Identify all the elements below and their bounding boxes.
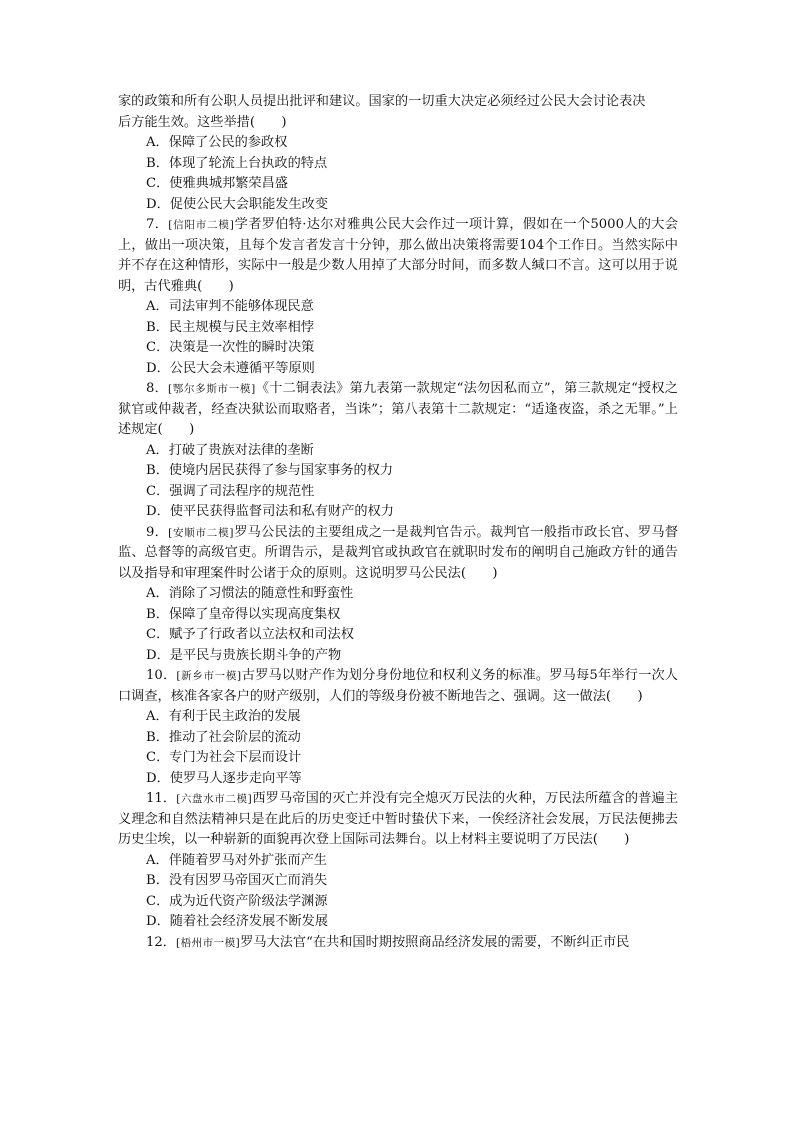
option-a: A．消除了习惯法的随意性和野蛮性 <box>146 586 354 601</box>
option-a: A．伴随着罗马对外扩张而产生 <box>146 852 327 868</box>
question-text: 罗马大法官“在共和国时期按照商品经济发展的需要，不断纠正市民 <box>240 934 630 950</box>
option-d: D．公民大会未遵循平等原则 <box>146 360 315 376</box>
question-12 <box>118 933 678 954</box>
question-8 <box>118 379 678 523</box>
question-source: [信阳市二模] <box>168 219 235 231</box>
question-number: 12． <box>146 934 176 950</box>
option-b: B．保障了皇帝得以实现高度集权 <box>146 606 341 622</box>
question-text: 古罗马以财产作为划分身份地位和权利义务的标准。罗马每5年举行一次人口调查，核准各家各户的财产级别，人们的等级身份被不断地告之、强调。这一做法( ) <box>118 668 678 704</box>
option-d: D．随着社会经济发展不断发展 <box>146 914 329 929</box>
question-source: [梧州市一模] <box>175 936 241 949</box>
question-9 <box>118 523 678 667</box>
question-source: [新乡市一模] <box>176 670 242 682</box>
option-c: C．成为近代资产阶级法学渊源 <box>146 893 328 909</box>
option-b: B．使境内居民获得了参与国家事务的权力 <box>146 463 394 478</box>
question-7 <box>118 215 678 379</box>
option-b: B．推动了社会阶层的流动 <box>146 729 301 745</box>
question-source: [六盘水市二模] <box>176 793 253 805</box>
intro-option-a: A．保障了公民的参政权 <box>146 135 288 150</box>
question-number: 11． <box>146 791 177 806</box>
question-11 <box>118 789 678 933</box>
option-d: D．是平民与贵族长期斗争的产物 <box>146 647 342 663</box>
option-d: D．使罗马人逐步走向平等 <box>146 770 302 786</box>
option-c: C．决策是一次性的瞬时决策 <box>146 340 315 355</box>
intro-line-1: 家的政策和所有公职人员提出批评和建议。国家的一切重大决定必须经过公民大会讨论表决 <box>118 94 646 109</box>
question-source: [鄂尔多斯市一模] <box>167 383 256 395</box>
question-number: 7． <box>146 217 169 232</box>
option-a: A．有利于民主政治的发展 <box>146 709 301 724</box>
option-a: A．司法审判不能够体现民意 <box>146 299 314 314</box>
intro-line-2: 后方能生效。这些举措( ) <box>118 114 287 130</box>
document-page <box>118 92 678 953</box>
option-d: D．使平民获得监督司法和私有财产的权力 <box>146 504 394 519</box>
question-number: 9． <box>146 524 169 540</box>
question-number: 10． <box>146 668 177 683</box>
intro-option-d: D．促使公民大会职能发生改变 <box>146 196 329 212</box>
question-number: 8． <box>146 381 168 396</box>
question-text: 罗马公民法的主要组成之一是裁判官告示。裁判官一般指市政长官、罗马督监、总督等的高级官吏。所谓告示，是裁判官或执政官在就职时发布的阐明自己施政方针的通告以及指导和审理案件时公诸于众的原则。这说明罗马公民法( ) <box>118 524 679 581</box>
question-text: 《十二铜表法》第九表第一款规定“法勿因私而立”，第三款规定“授权之狱官或仲裁者，经查决狱讼而取赂者，当诛”；第八表第十二款规定：“适逢夜盗，杀之无罪。”上述规定( ) <box>118 381 678 437</box>
option-c: C．强调了司法程序的规范性 <box>146 483 315 499</box>
question-10 <box>118 666 678 789</box>
question-text: 学者罗伯特·达尔对雅典公民大会作过一项计算，假如在一个5000人的大会上，做出一项决策，且每个发言者发言十分钟，那么做出决策将需要104个工作日。当然实际中并不存在这种情形，实际中一般是少数人用掉了大部分时间，而多数人缄口不言。这可以用于说明，古代雅典( ) <box>118 217 678 294</box>
option-b: B．没有因罗马帝国灭亡而消失 <box>146 873 328 888</box>
intro-option-c: C．使雅典城邦繁荣昌盛 <box>146 176 288 191</box>
option-a: A．打破了贵族对法律的垄断 <box>146 442 314 458</box>
intro-option-b: B．体现了轮流上台执政的特点 <box>146 155 328 171</box>
question-source: [安顺市二模] <box>168 526 234 539</box>
option-c: C．赋予了行政者以立法权和司法权 <box>146 627 354 642</box>
option-b: B．民主规模与民主效率相悖 <box>146 319 314 335</box>
question-text: 西罗马帝国的灭亡并没有完全熄灭万民法的火种，万民法所蕴含的普遍主义理念和自然法精神只是在此后的历史变迁中暂时蛰伏下来，一俟经济社会发展，万民法便拂去历史尘埃，以一种崭新的面貌再次登上国际司法舞台。以上材料主要说明了万民法( ) <box>118 791 679 847</box>
option-c: C．专门为社会下层而设计 <box>146 750 302 765</box>
